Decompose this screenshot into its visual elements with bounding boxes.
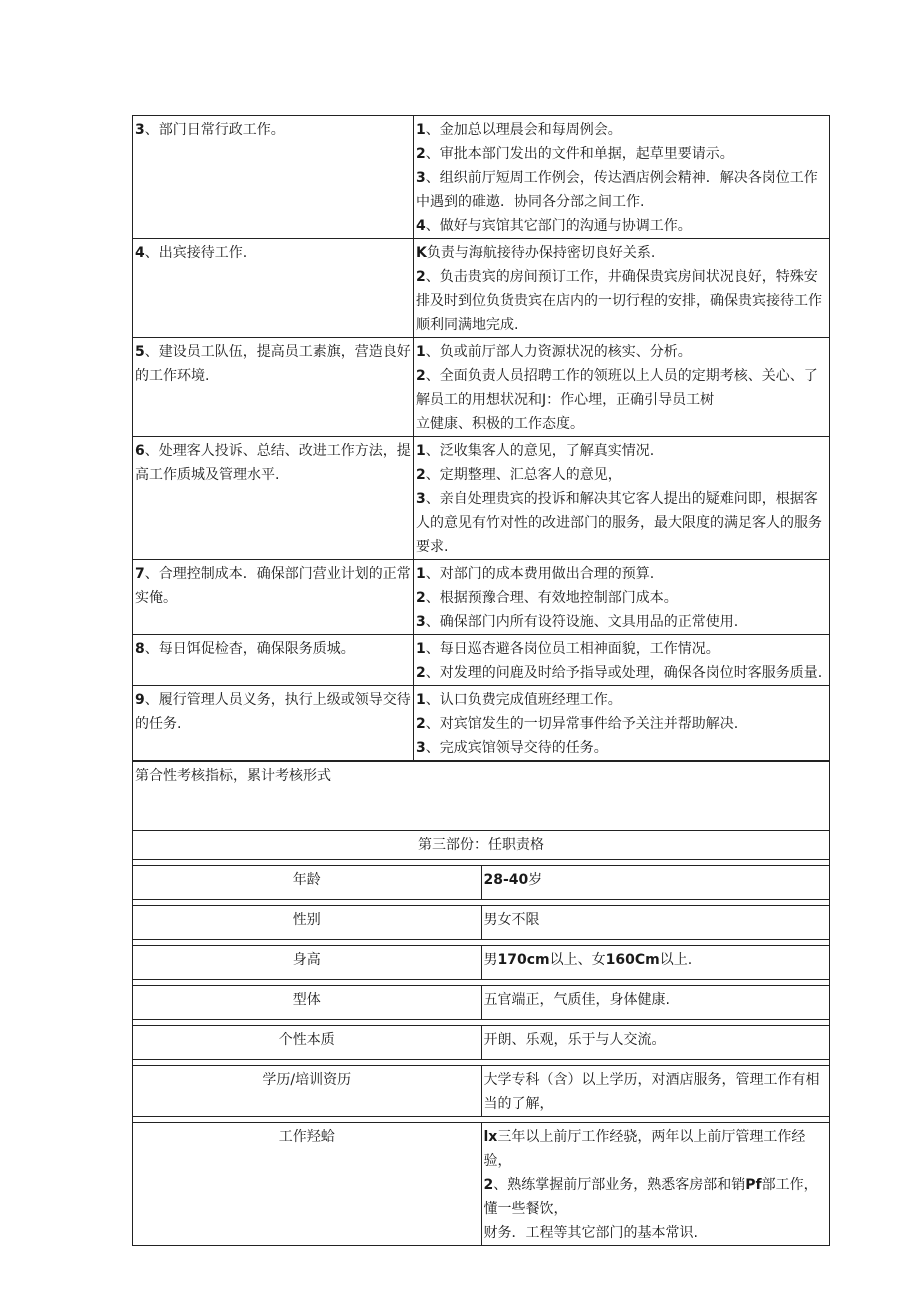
requirements-table	[132, 860, 830, 1246]
task-text: 、认口负费完成值班经理工作。	[425, 692, 622, 708]
requirement-text: 大学专科（含）以上学历，对酒店服务，管理工作有相当的了解，	[483, 1072, 820, 1112]
duty-row	[133, 437, 830, 560]
requirement-value	[481, 866, 830, 900]
duty-title: 、部门日常行政工作。	[144, 122, 285, 138]
requirement-label: 身高	[133, 946, 482, 980]
requirement-text: 岁	[528, 872, 543, 888]
task-number: 3	[416, 740, 426, 756]
duty-number: 6	[135, 443, 145, 459]
duty-tasks-cell	[414, 239, 830, 338]
requirement-row	[133, 866, 830, 900]
duty-number: 4	[135, 245, 145, 261]
requirement-value	[481, 1026, 830, 1060]
duty-row	[133, 686, 830, 761]
requirement-text: 部工作，懂一些餐饮，	[483, 1177, 818, 1217]
task-item	[416, 487, 827, 559]
task-text: 、泛收集客人的意见，了解真实情况.	[425, 443, 655, 459]
duty-number: 3	[135, 122, 145, 138]
duty-number: 7	[135, 566, 145, 582]
requirement-line	[484, 1173, 828, 1221]
task-item	[416, 610, 827, 634]
requirement-text: 财务．工程等其它部门的基本常识.	[483, 1225, 698, 1241]
requirement-bold: 28-40	[483, 872, 529, 888]
task-number: 4	[416, 218, 426, 234]
duty-title-cell	[133, 635, 414, 686]
task-number: 2	[416, 269, 426, 285]
requirement-row	[133, 986, 830, 1020]
duty-row	[133, 338, 830, 437]
duty-title: 、履行管理人员义务，执行上级或领导交待的任务.	[135, 692, 411, 732]
requirement-value	[481, 906, 830, 940]
task-item	[416, 736, 827, 760]
duty-tasks-cell	[414, 635, 830, 686]
task-item	[416, 364, 827, 412]
duty-tasks-cell	[414, 437, 830, 560]
duty-title-cell	[133, 437, 414, 560]
requirement-line	[484, 1125, 828, 1173]
task-number: 1	[416, 344, 426, 360]
task-item	[416, 214, 827, 238]
task-text: 、负或前厅部人力资源状况的核实、分析。	[425, 344, 692, 360]
duty-title-cell	[133, 116, 414, 239]
task-text: 负责与海航接待办保持密切良好关系.	[426, 245, 656, 261]
requirement-text: 男	[483, 952, 498, 968]
requirement-bold: lx	[483, 1129, 498, 1145]
task-item	[416, 439, 827, 463]
task-item	[416, 265, 827, 337]
task-item	[416, 562, 827, 586]
task-text: 、负击贵宾的房间预订工作，井确保贵宾房间状况良好，特殊安排及时到位负货贵宾在店内的一切行程的安排，确保贵宾接待工作顺利同满地完成.	[416, 269, 822, 333]
section-title: 第三部份：任职责格	[133, 831, 830, 860]
duty-title: 、处理客人投诉、总结、改进工作方法，提高工作质城及管理水平.	[135, 443, 411, 483]
task-item	[416, 586, 827, 610]
task-item	[416, 412, 827, 436]
task-item	[416, 637, 827, 661]
task-number: 3	[416, 170, 426, 186]
task-text: 、每日巡杏避各岗位员工相神面貌，工作情况。	[425, 641, 720, 657]
requirement-label: 工作羟蛤	[133, 1123, 482, 1246]
task-text: 、确保部门内所有设符设施、文具用品的正常使用.	[425, 614, 739, 630]
task-item	[416, 688, 827, 712]
task-text: 、组织前厅短周工作例会，传达酒店例会精神．解决各岗位工作中遇到的碓遨．协同各分部之间工作.	[416, 170, 818, 210]
duty-title-cell	[133, 239, 414, 338]
task-number: 1	[416, 641, 426, 657]
requirement-bold: 170cm	[497, 952, 550, 968]
task-item	[416, 463, 827, 487]
requirement-bold: 2	[483, 1177, 494, 1193]
duty-title: 、出宾接待工作.	[144, 245, 248, 261]
task-text: 、对发理的问鹿及时给予指导或处理，确保各岗位时客服务质量.	[425, 665, 823, 681]
requirement-value	[481, 1066, 830, 1117]
duty-title: 、每日饵促检杳，确保限务质城。	[144, 641, 355, 657]
duty-row	[133, 239, 830, 338]
duty-title-cell	[133, 338, 414, 437]
requirement-value	[481, 946, 830, 980]
requirement-text: 、熟练掌握前厅部业务，熟悉客房部和销	[493, 1177, 746, 1193]
assessment-table	[132, 761, 830, 860]
duty-number: 8	[135, 641, 145, 657]
task-text: 、根据预豫合理、有效地控制部门成本。	[425, 590, 678, 606]
task-number: 1	[416, 692, 426, 708]
assessment-note: 第合性考核指标，累计考核形式	[133, 762, 830, 831]
requirement-line	[484, 1221, 828, 1245]
task-text: 、定期整理、汇总客人的意见，	[425, 467, 622, 483]
task-number: 2	[416, 146, 426, 162]
task-number: 2	[416, 590, 426, 606]
requirement-bold: Pf	[745, 1177, 762, 1193]
requirement-bold: 160Cm	[605, 952, 660, 968]
task-item	[416, 241, 827, 265]
requirement-text: 五官端正，气质佳，身体健康.	[483, 992, 670, 1008]
task-item	[416, 712, 827, 736]
task-number: K	[416, 245, 427, 261]
task-number: 1	[416, 566, 426, 582]
task-text: 、对宾馆发生的一切异常事件给予关注并帮助解决.	[425, 716, 739, 732]
duty-tasks-cell	[414, 560, 830, 635]
requirement-value	[481, 1123, 830, 1246]
task-item	[416, 118, 827, 142]
task-text: 、金加总以理晨会和每周例会。	[425, 122, 622, 138]
duty-row	[133, 560, 830, 635]
duty-number: 5	[135, 344, 145, 360]
duty-title: 、建设员工队伍，提高员工素旗，营造良好的工作环境.	[135, 344, 411, 384]
duty-title: 、合理控制成本．确保部门营业计划的正常实俺。	[135, 566, 411, 606]
requirement-row	[133, 1066, 830, 1117]
requirement-label: 个性本质	[133, 1026, 482, 1060]
requirement-text: 三年以上前厅工作经骁，两年以上前厅管理工作经验，	[483, 1129, 806, 1169]
duty-tasks-cell	[414, 116, 830, 239]
duty-tasks-cell	[414, 686, 830, 761]
requirement-text: 开朗、乐观，乐于与人交流。	[483, 1032, 666, 1048]
task-number: 2	[416, 368, 426, 384]
task-item	[416, 166, 827, 214]
task-text: 立健康、积极的工作态度。	[416, 416, 584, 432]
requirement-text: 男女不限	[483, 912, 540, 928]
requirement-value	[481, 986, 830, 1020]
task-number: 1	[416, 122, 426, 138]
requirement-text: 以上、女	[549, 952, 606, 968]
task-text: 、审批本部门发出的文件和单据，起草里要请示。	[425, 146, 734, 162]
task-text: 、做好与宾馆其它部门的沟通与协调工作。	[425, 218, 692, 234]
task-text: 、对部门的成本费用做出合理的预算.	[425, 566, 655, 582]
requirement-label: 年龄	[133, 866, 482, 900]
duties-table	[132, 115, 830, 761]
task-number: 2	[416, 716, 426, 732]
requirement-label: 学历/培训资历	[133, 1066, 482, 1117]
task-item	[416, 661, 827, 685]
duty-title-cell	[133, 686, 414, 761]
task-text: 、完成宾馆领导交待的任务。	[425, 740, 608, 756]
requirement-label: 型体	[133, 986, 482, 1020]
task-text: 、全面负责人员招聘工作的领班以上人员的定期考核、关心、了解员工的用想状况和J：作心埋，正确引导员工树	[416, 368, 818, 408]
task-item	[416, 340, 827, 364]
duty-tasks-cell	[414, 338, 830, 437]
task-item	[416, 142, 827, 166]
task-number: 2	[416, 467, 426, 483]
requirement-row	[133, 1026, 830, 1060]
requirement-row	[133, 906, 830, 940]
requirement-row	[133, 1123, 830, 1246]
requirement-label: 性别	[133, 906, 482, 940]
requirement-row	[133, 946, 830, 980]
task-text: 、亲自处理贵宾的投诉和解决其它客人提出的疑难问即，根据客人的意见有竹对性的改进部门的服务，最大限度的满足客人的服务要求.	[416, 491, 822, 555]
requirement-text: 以上.	[659, 952, 693, 968]
duty-title-cell	[133, 560, 414, 635]
duty-number: 9	[135, 692, 145, 708]
task-number: 3	[416, 491, 426, 507]
job-description-table	[132, 115, 830, 1246]
task-number: 2	[416, 665, 426, 681]
task-number: 3	[416, 614, 426, 630]
duty-row	[133, 635, 830, 686]
task-number: 1	[416, 443, 426, 459]
duty-row	[133, 116, 830, 239]
